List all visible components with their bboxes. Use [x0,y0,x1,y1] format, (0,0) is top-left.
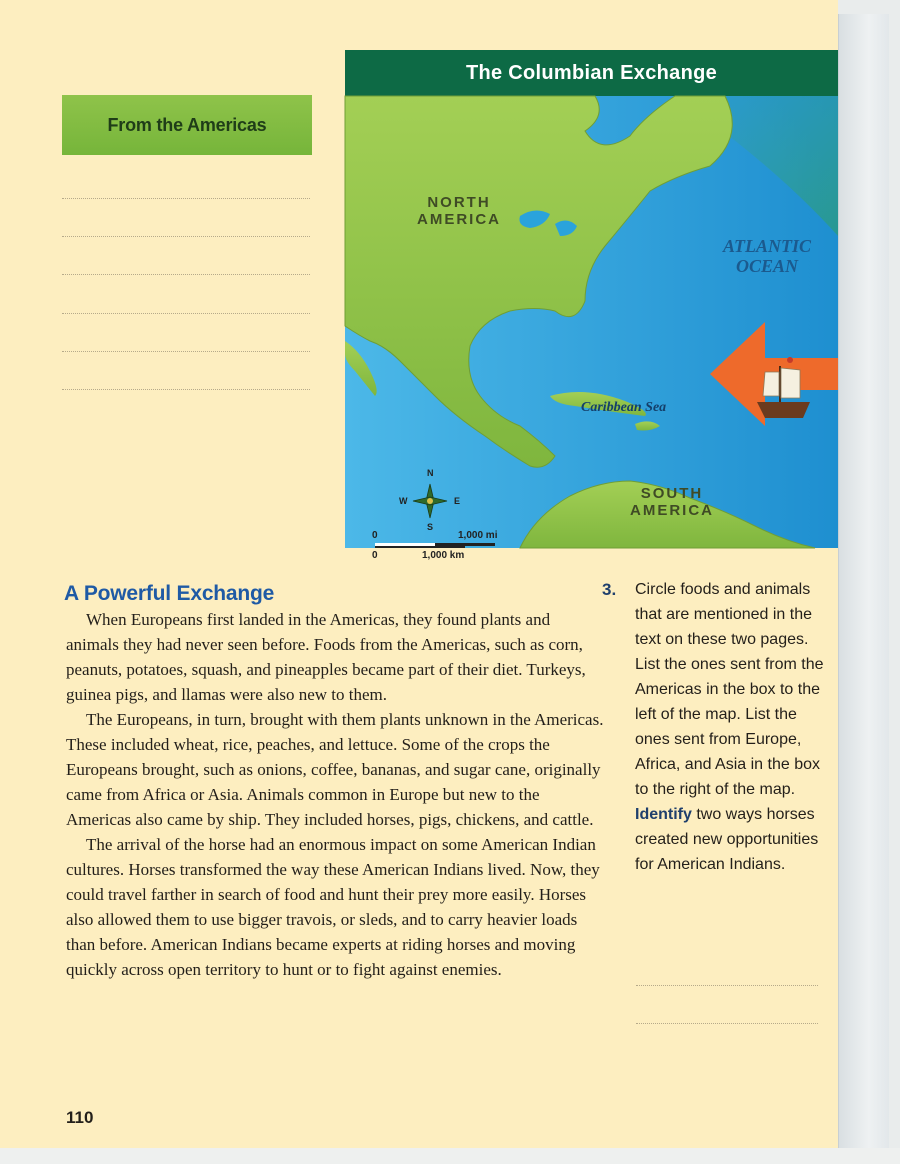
article-heading: A Powerful Exchange [64,582,275,605]
caribbean-sea-label: Caribbean Sea [581,400,667,415]
article-paragraph-3: The arrival of the horse had an enormous impact on some American Indian cultures. Horses transformed the way these American Indians lived. Now, they could travel farther in search of food and hunt their prey more easily. Horses also allowed them to use bigger travois, or sleds, and to carry heavier loads than before. American Indians became experts at riding horses and moving quickly across open territory to hunt or to fight against enemies. [66,835,600,979]
north-america-label: NORTH AMERICA [417,194,501,228]
from-americas-title: From the Americas [107,114,267,135]
answer-line-2[interactable] [62,236,310,237]
question-keyword: Identify [635,806,692,823]
answer-line-4[interactable] [62,313,310,314]
facing-page-edge [838,14,889,1152]
scale-miles: 1,000 mi [458,530,498,541]
page-number: 110 [66,1108,94,1127]
from-americas-header [62,95,312,155]
answer-line-5[interactable] [62,351,310,352]
question-answer-line-2[interactable] [636,1023,818,1024]
answer-line-3[interactable] [62,274,310,275]
compass-south: S [427,522,434,532]
question-text [635,577,825,877]
compass-west: W [399,496,408,506]
article-paragraph-2: The Europeans, in turn, brought with them plants unknown in the Americas. These included wheat, rice, peaches, and lettuce. Some of the crops the Europeans brought, such as onions, coffee, bananas, and sugar cane, originally came from Africa or Asia. Animals common in Europe but new to the Americas also came by ship. They included horses, pigs, chickens, and cattle. [66,710,604,829]
map-title: The Columbian Exchange [345,50,838,96]
compass-east: E [454,496,461,506]
atlantic-ocean-label: ATLANTIC OCEAN [722,236,811,276]
south-america-label: SOUTH AMERICA [630,485,714,519]
question-answer-line-1[interactable] [636,985,818,986]
article-body [66,607,606,982]
answer-line-6[interactable] [62,389,310,390]
columbian-exchange-map [345,50,838,561]
scale-km: 1,000 km [422,550,465,561]
answer-line-1[interactable] [62,198,310,199]
scale-zero-mi: 0 [372,530,378,541]
question-instructions: Circle foods and animals that are mentioned in the text on these two pages. List the ones sent from the Americas in the box to the left of the map. List the ones sent from Europe, Africa, and Asia in the box to the right of the map. [635,581,824,798]
question-instructions-2: two ways horses created new opportunities for American Indians. [635,806,819,873]
question-number: 3. [602,580,617,599]
article-paragraph-1: When Europeans first landed in the Americas, they found plants and animals they had never seen before. Foods from the Americas, such as corn, peanuts, potatoes, squash, and pineapples became part of their diet. Turkeys, guinea pigs, and llamas were also new to them. [66,610,586,704]
page-bottom-margin [0,1148,900,1164]
scale-zero-km: 0 [372,550,378,561]
map-graphic [345,96,838,548]
compass-north: N [427,468,434,478]
